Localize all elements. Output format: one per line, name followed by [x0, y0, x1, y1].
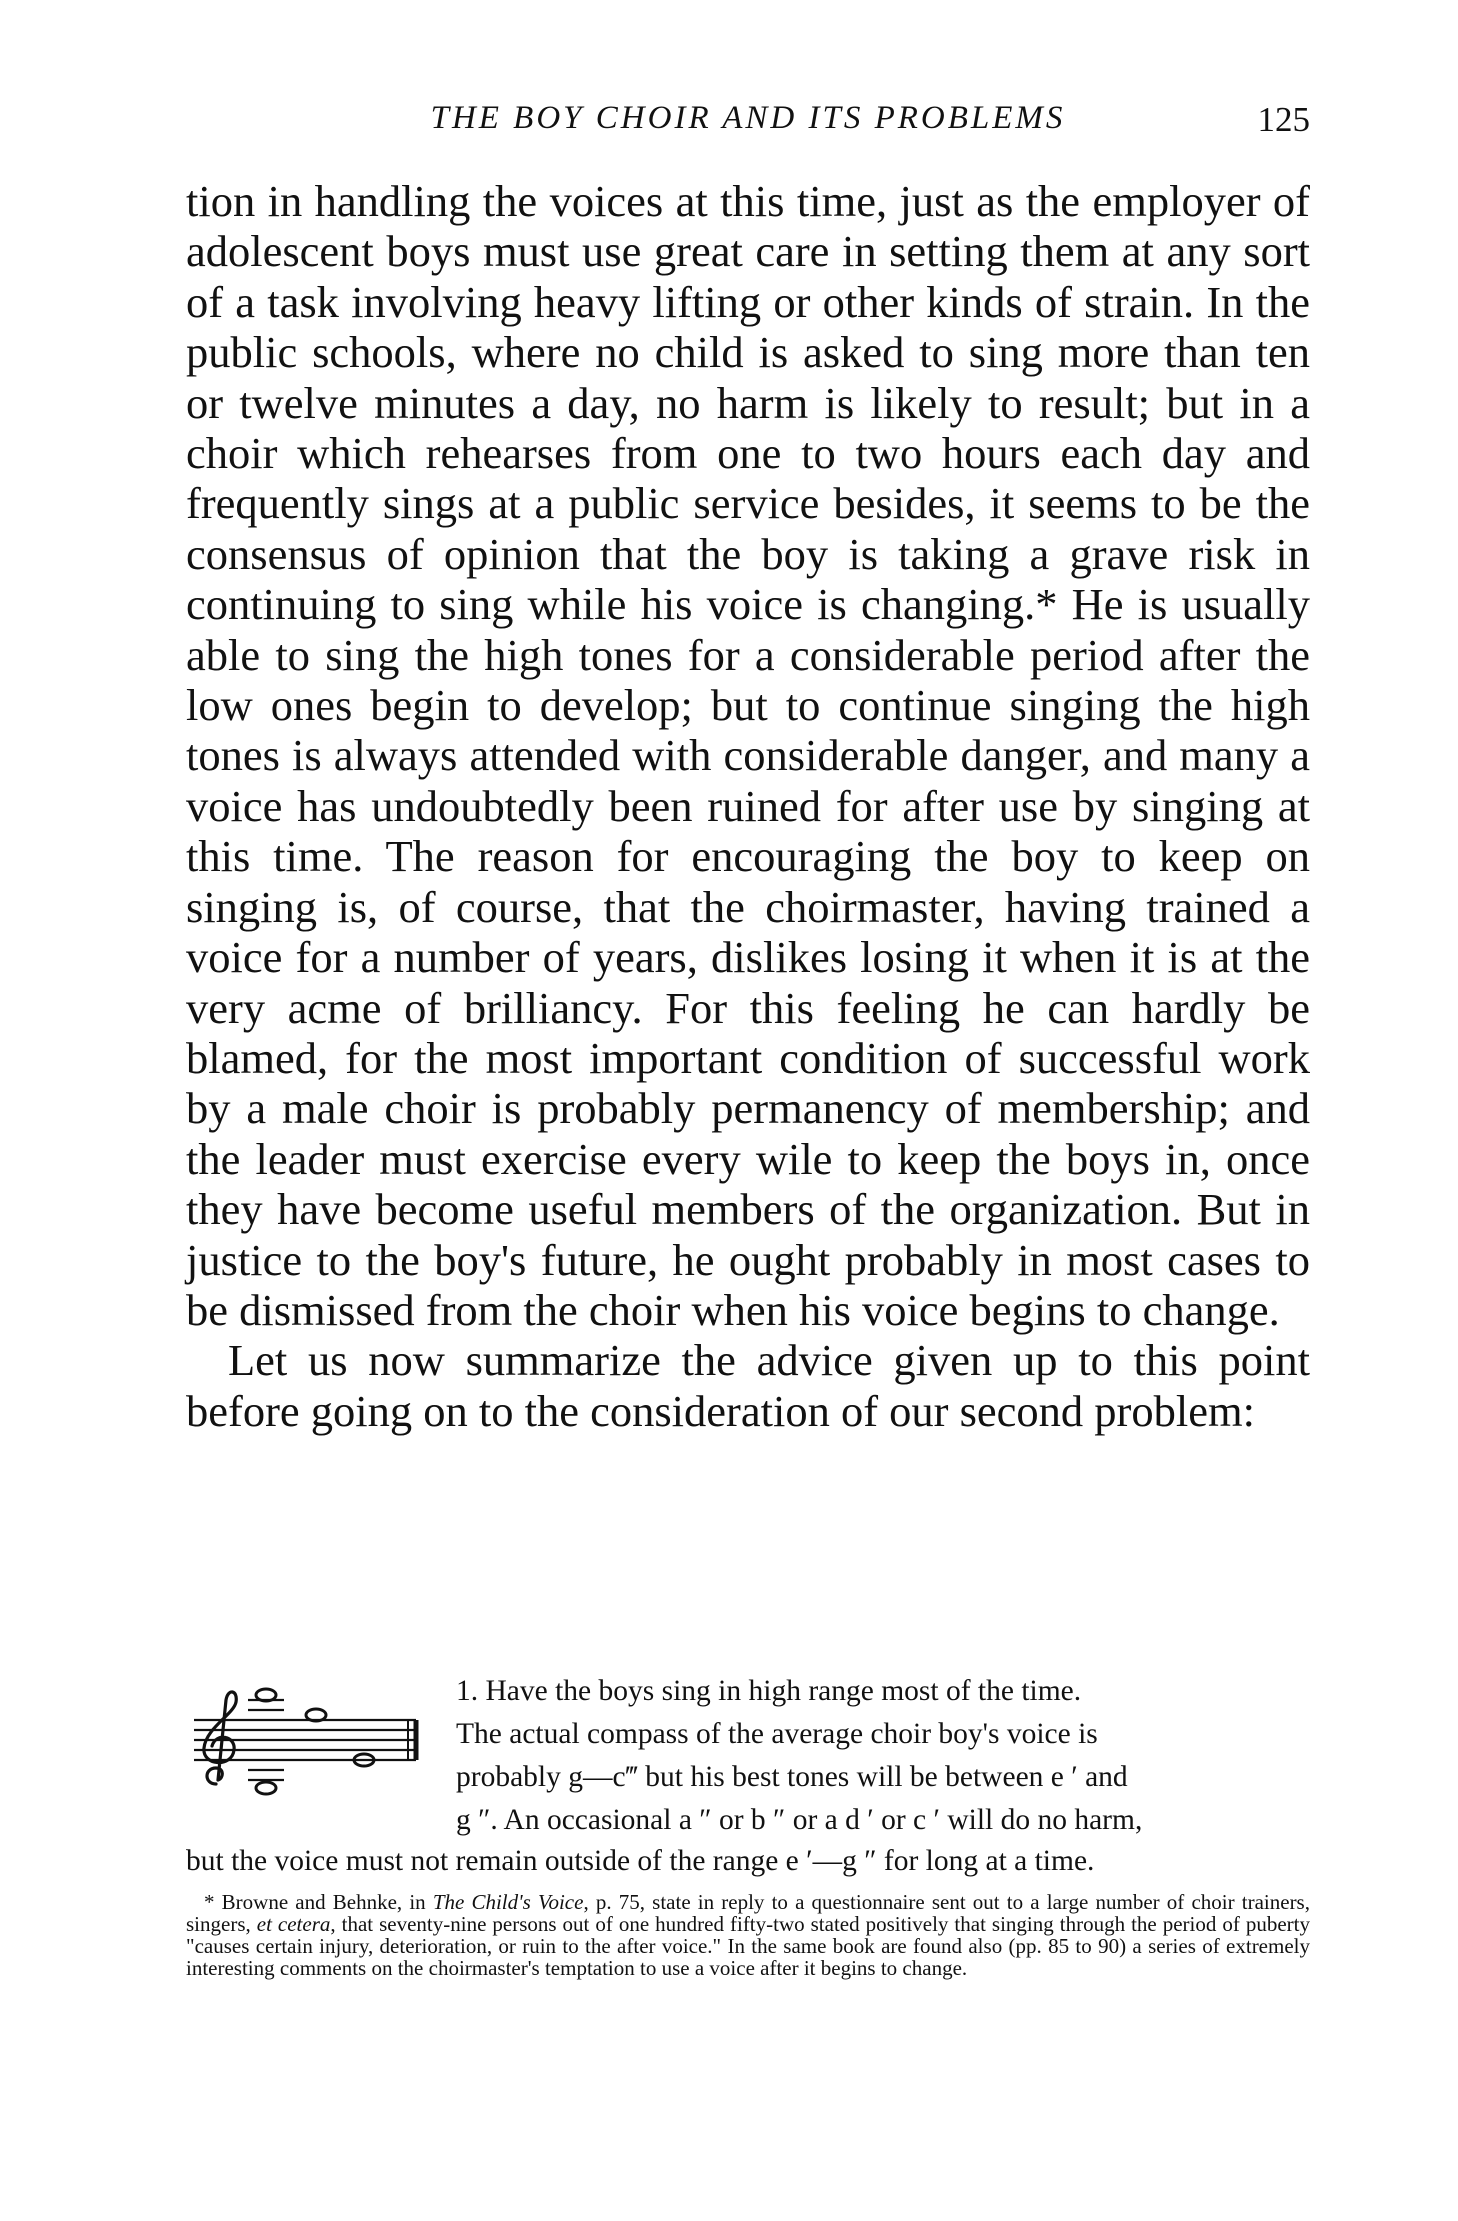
- list-line-1: 1. Have the boys sing in high range most of the time.: [456, 1675, 1082, 1707]
- list-item-1: [456, 1670, 1310, 1842]
- body-text: [186, 176, 1310, 1436]
- list-line-4: g ″. An occasional a ″ or b ″ or a d ′ or c ′ will do no harm,: [456, 1804, 1143, 1836]
- footnote-book-title: The Child's Voice: [432, 1890, 584, 1914]
- footnote-text: [186, 1891, 1310, 1979]
- page-number: 125: [1257, 100, 1310, 139]
- footnote-marker: *: [204, 1890, 215, 1914]
- paragraph-2: Let us now summarize the advice given up to this point before going on to the consideration of our second problem:: [186, 1335, 1310, 1436]
- footnote-text-3: , that seventy-nine persons out of one hundred fifty-two stated positively that singing through the period of puberty "causes certain injury, deterioration, or ruin to the after voice." In the same book are found also (pp. 85 to 90) a series of extremely interesting comments on the choirmaster's temptation to use a voice after it begins to change.: [186, 1912, 1311, 1980]
- footnote: [186, 1891, 1310, 1979]
- footnote-text-2: , p. 75, state in reply to a questionnaire sent out to a large number of choir trainers, singers,: [186, 1890, 1310, 1936]
- running-title: THE BOY CHOIR AND ITS PROBLEMS: [430, 100, 1066, 136]
- list-item-1-tail: but the voice must not remain outside of the range e ′—g ″ for long at a time.: [186, 1845, 1095, 1877]
- list-line-2: The actual compass of the average choir boy's voice is: [456, 1718, 1098, 1750]
- footnote-text-1: Browne and Behnke, in: [214, 1890, 433, 1914]
- footnote-et-cetera: et cetera: [256, 1912, 331, 1936]
- treble-staff-range-icon: [186, 1672, 426, 1822]
- list-line-3: probably g—c‴ but his best tones will be between e ′ and: [456, 1761, 1128, 1793]
- running-header: [186, 100, 1310, 150]
- paragraph-1: tion in handling the voices at this time, just as the employer of adolescent boys must use great care in setting them at any sort of a task involving heavy lifting or other kinds of strain. In the public schools, where no child is asked to sing more than ten or twelve minutes a day, no harm is likely to result; but in a choir which rehearses from one to two hours each day and frequently sings at a public service besides, it seems to be the consensus of opinion that the boy is taking a grave risk in continuing to sing while his voice is changing.* He is usually able to sing the high tones for a considerable period after the low ones begin to develop; but to continue singing the high tones is always attended with considerable danger, and many a voice has undoubtedly been ruined for after use by singing at this time. The reason for encouraging the boy to keep on singing is, of course, that the choirmaster, having trained a voice for a number of years, dislikes losing it when it is at the very acme of brilliancy. For this feeling he can hardly be blamed, for the most important condition of successful work by a male choir is probably permanency of membership; and the leader must exercise every wile to keep the boys in, once they have become useful members of the organization. But in justice to the boy's future, he ought probably in most cases to be dismissed from the choir when his voice begins to change.: [186, 176, 1310, 1335]
